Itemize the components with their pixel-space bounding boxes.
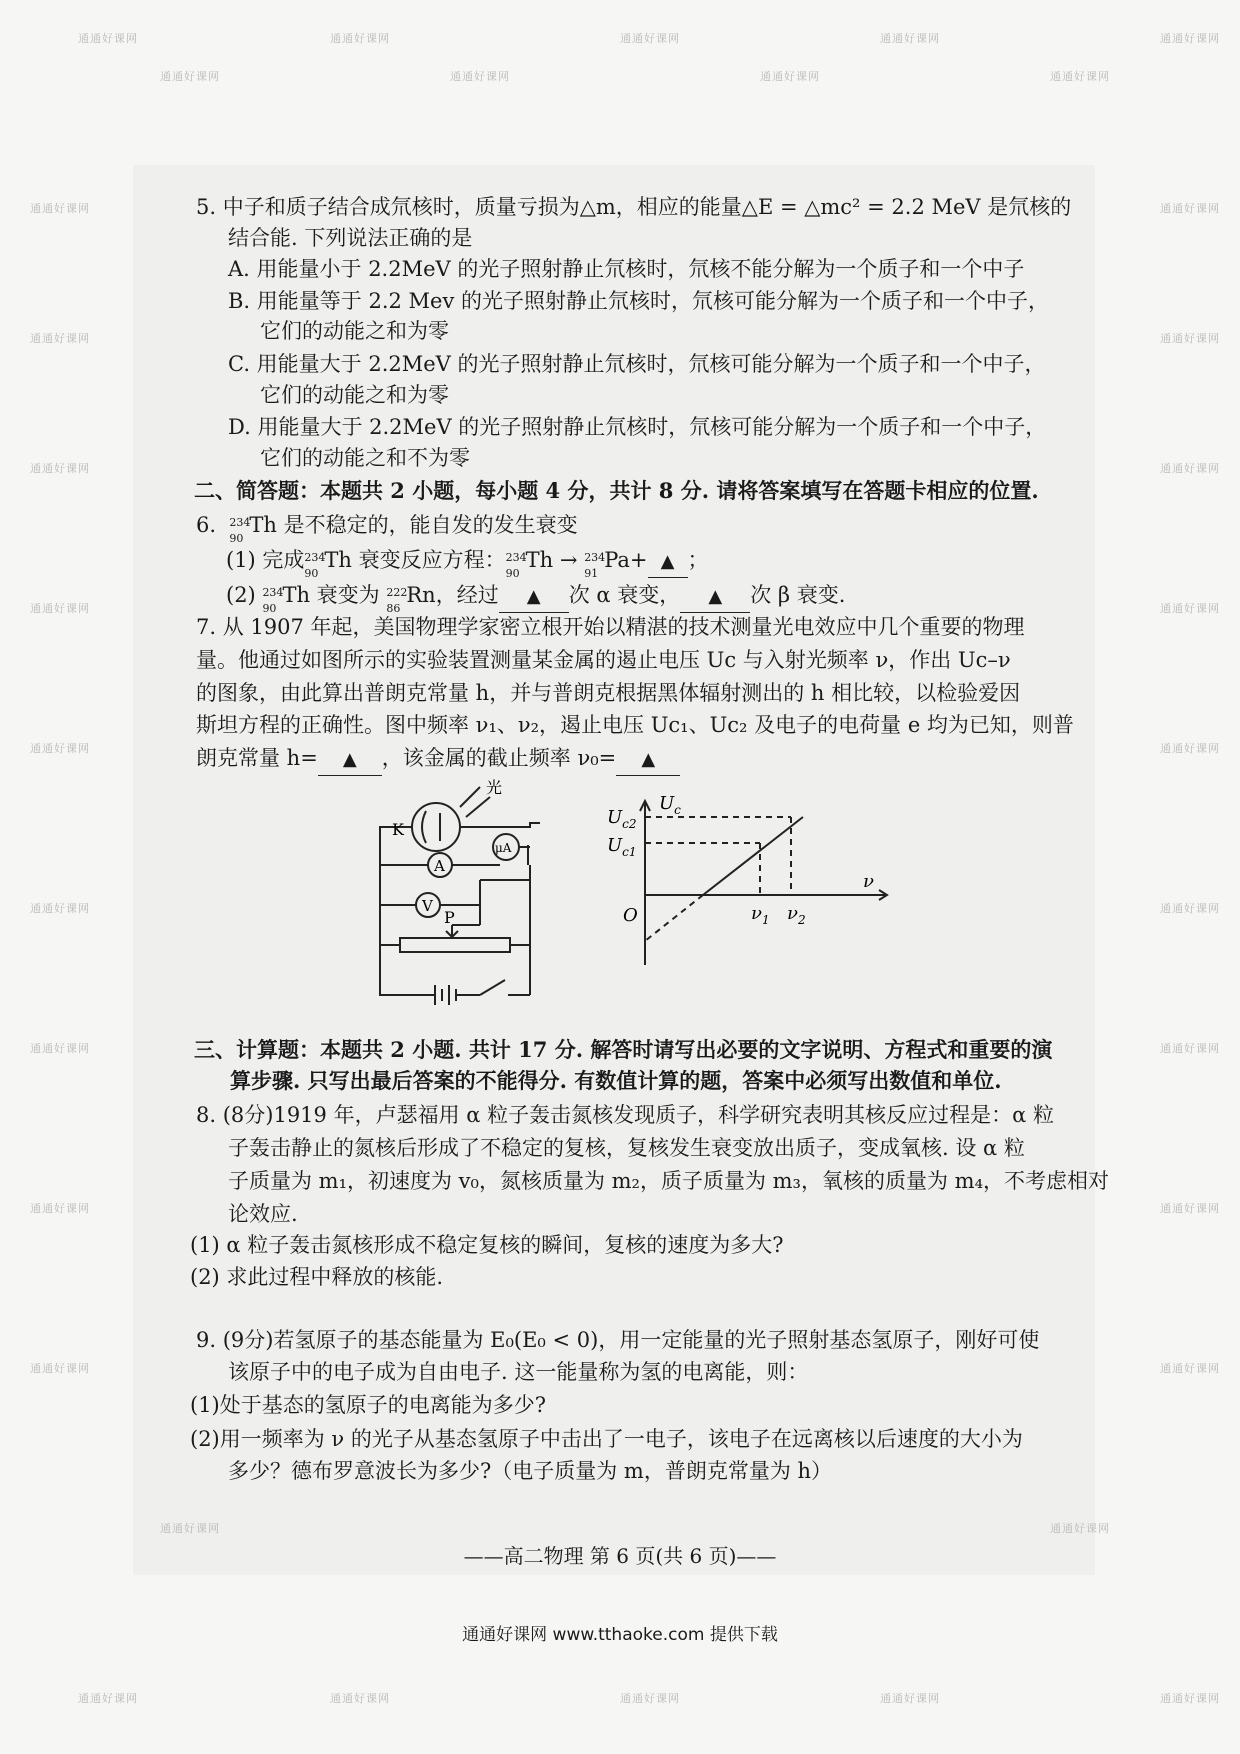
y-axis-label: $U_c$ <box>659 793 681 817</box>
q5-option-d-cont: 它们的动能之和不为零 <box>260 446 470 470</box>
voltmeter-label: V <box>422 897 433 915</box>
rheostat <box>400 938 510 952</box>
watermark-text: 通通好课网 <box>78 32 138 45</box>
q8-subq2: (2) 求此过程中释放的核能. <box>190 1265 444 1289</box>
q7-line4: 斯坦方程的正确性。图中频率 ν₁、ν₂，遏止电压 Uc₁、Uc₂ 及电子的电荷量 e 均为已知，则普 <box>196 713 1074 737</box>
watermark-text: 通通好课网 <box>1160 32 1220 45</box>
watermark-text: 通通好课网 <box>330 32 390 45</box>
watermark-text: 通通好课网 <box>760 70 820 83</box>
microammeter-label: μA <box>495 841 512 855</box>
q9-subq2-cont: 多少？德布罗意波长为多少?（电子质量为 m，普朗克常量为 h） <box>228 1459 833 1483</box>
watermark-text: 通通好课网 <box>1160 332 1220 345</box>
q6-blank-3: ▲ <box>680 582 750 613</box>
watermark-text: 通通好课网 <box>1160 1042 1220 1055</box>
light-ray-2 <box>466 797 490 817</box>
section-2-heading: 二、简答题：本题共 2 小题，每小题 4 分，共计 8 分. 请将答案填写在答题卡相应的位置. <box>194 478 1039 503</box>
watermark-text: 通通好课网 <box>30 1362 90 1375</box>
ammeter-label: A <box>434 857 445 875</box>
watermark-text: 通通好课网 <box>30 902 90 915</box>
watermark-text: 通通好课网 <box>30 742 90 755</box>
download-note: 通通好课网 www.tthaoke.com 提供下载 <box>462 1625 778 1645</box>
q8-subq1: (1) α 粒子轰击氮核形成不稳定复核的瞬间，复核的速度为多大? <box>190 1233 784 1257</box>
q8-line2: 子轰击静止的氮核后形成了不稳定的复核，复核发生衰变放出质子，变成氧核. 设 α 粒 <box>228 1136 1025 1160</box>
section-3-heading: 三、计算题：本题共 2 小题. 共计 17 分. 解答时请写出必要的文字说明、方程式和重要的演 <box>194 1037 1053 1062</box>
watermark-text: 通通好课网 <box>30 202 90 215</box>
watermark-text: 通通好课网 <box>1160 602 1220 615</box>
watermark-text: 通通好课网 <box>160 70 220 83</box>
q6-part1: (1) 完成 234 90 Th 衰变反应方程： 234 90 Th → 234 91 Pa+ ▲ ； <box>226 548 709 580</box>
q5-line1: 5. 中子和质子结合成氘核时，质量亏损为△m，相应的能量△E = △mc² = 2.2 MeV 是氘核的 <box>196 195 1072 219</box>
watermark-text: 通通好课网 <box>30 332 90 345</box>
q9-line2: 该原子中的电子成为自由电子. 这一能量称为氢的电离能，则： <box>228 1360 809 1384</box>
watermark-text: 通通好课网 <box>1160 1362 1220 1375</box>
origin-label: O <box>623 905 638 926</box>
watermark-text: 通通好课网 <box>1160 1692 1220 1705</box>
uc-v-graph <box>607 793 905 980</box>
photoelectric-circuit-diagram <box>380 775 590 1015</box>
q7-line2: 量。他通过如图所示的实验装置测量某金属的遏止电压 Uc 与入射光频率 ν，作出 Uc–ν <box>196 648 1011 672</box>
watermark-text: 通通好课网 <box>1160 462 1220 475</box>
watermark-text: 通通好课网 <box>1160 202 1220 215</box>
q7-line1: 7. 从 1907 年起，美国物理学家密立根开始以精湛的技术测量光电效应中几个重要的物理 <box>196 615 1025 639</box>
q9-subq2: (2)用一频率为 ν 的光子从基态氢原子中击出了一电子，该电子在远离核以后速度的大小为 <box>190 1427 1023 1451</box>
q6-blank-1: ▲ <box>648 547 688 578</box>
watermark-text: 通通好课网 <box>30 1202 90 1215</box>
uc-line-extension <box>645 895 703 941</box>
v1-label: $\nu_1$ <box>751 903 770 927</box>
q8-line3: 子质量为 m₁，初速度为 v₀，氮核质量为 m₂，质子质量为 m₃，氧核的质量为 m₄，不考虑相对 <box>228 1169 1109 1193</box>
switch <box>480 980 505 995</box>
section-3-heading-cont: 算步骤. 只写出最后答案的不能得分. 有数值计算的题，答案中必须写出数值和单位. <box>230 1068 1002 1093</box>
q7-blank-h: ▲ <box>318 745 382 776</box>
q9-line1: 9. (9分)若氢原子的基态能量为 E₀(E₀ < 0)，用一定能量的光子照射基态氢原子，刚好可使 <box>196 1328 1040 1352</box>
q5-option-b: B. 用能量等于 2.2 Mev 的光子照射静止氘核时，氘核可能分解为一个质子和一个中子， <box>228 289 1049 313</box>
q7-line3: 的图象，由此算出普朗克常量 h，并与普朗克根据黑体辐射测出的 h 相比较，以检验爱因 <box>196 681 1021 705</box>
watermark-text: 通通好课网 <box>330 1692 390 1705</box>
watermark-text: 通通好课网 <box>30 1042 90 1055</box>
q5-option-b-cont: 它们的动能之和为零 <box>260 319 449 343</box>
watermark-text: 通通好课网 <box>30 602 90 615</box>
uc1-label: $U_{c1}$ <box>607 835 637 859</box>
light-label: 光 <box>486 778 503 797</box>
q8-line1: 8. (8分)1919 年，卢瑟福用 α 粒子轰击氮核发现质子，科学研究表明其核反应过程是：α 粒 <box>196 1103 1054 1127</box>
q9-subq1: (1)处于基态的氢原子的电离能为多少? <box>190 1393 547 1417</box>
photocell-cathode <box>422 811 426 843</box>
uc-line <box>703 817 803 895</box>
q7-line5: 朗克常量 h= ▲ ，该金属的截止频率 ν₀= ▲ <box>196 743 680 776</box>
q5-option-c-cont: 它们的动能之和为零 <box>260 383 449 407</box>
x-axis-label: ν <box>863 871 874 892</box>
watermark-text: 通通好课网 <box>1160 1202 1220 1215</box>
watermark-text: 通通好课网 <box>620 1692 680 1705</box>
watermark-text: 通通好课网 <box>78 1692 138 1705</box>
q7-blank-v0: ▲ <box>616 745 680 776</box>
watermark-text: 通通好课网 <box>1160 742 1220 755</box>
watermark-text: 通通好课网 <box>880 32 940 45</box>
q5-option-d: D. 用能量大于 2.2MeV 的光子照射静止氘核时，氘核可能分解为一个质子和一个中子， <box>228 415 1047 439</box>
v2-label: $\nu_2$ <box>787 903 806 927</box>
q6-part2: (2) 234 90 Th 衰变为 222 86 Rn，经过 ▲ 次 α 衰变， ▲ 次 β 衰变. <box>226 583 846 615</box>
cathode-label: K <box>392 820 404 839</box>
watermark-text: 通通好课网 <box>880 1692 940 1705</box>
q5-line2: 结合能. 下列说法正确的是 <box>228 226 473 250</box>
light-ray-1 <box>460 787 480 807</box>
watermark-text: 通通好课网 <box>1160 902 1220 915</box>
watermark-text: 通通好课网 <box>450 70 510 83</box>
q5-option-c: C. 用能量大于 2.2MeV 的光子照射静止氘核时，氘核可能分解为一个质子和一个中子， <box>228 352 1046 376</box>
photocell-tube <box>412 803 460 851</box>
q6-stem: 6. 234 90 Th 是不稳定的，能自发的发生衰变 <box>196 513 578 545</box>
watermark-text: 通通好课网 <box>1050 70 1110 83</box>
q5-option-a: A. 用能量小于 2.2MeV 的光子照射静止氘核时，氘核不能分解为一个质子和一个中子 <box>228 257 1025 281</box>
slider-label: P <box>444 908 455 927</box>
page-footer: ——高二物理 第 6 页(共 6 页)—— <box>463 1544 777 1568</box>
watermark-text: 通通好课网 <box>160 1522 220 1535</box>
watermark-text: 通通好课网 <box>30 462 90 475</box>
watermark-text: 通通好课网 <box>1050 1522 1110 1535</box>
q8-line4: 论效应. <box>228 1202 298 1226</box>
uc2-label: $U_{c2}$ <box>607 807 637 831</box>
watermark-text: 通通好课网 <box>620 32 680 45</box>
q6-blank-2: ▲ <box>499 582 569 613</box>
